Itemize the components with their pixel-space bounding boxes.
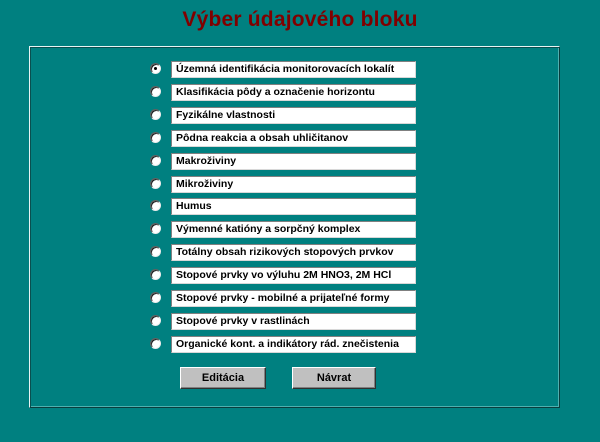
option-row <box>0 61 600 78</box>
option-label-field: Stopové prvky - mobilné a prijateľné formy <box>171 290 416 307</box>
option-row <box>0 244 600 261</box>
option-label-field: Totálny obsah rizikových stopových prvkov <box>171 244 416 261</box>
option-label-field: Územná identifikácia monitorovacích lokalít <box>171 61 416 78</box>
option-radio[interactable] <box>150 86 161 97</box>
option-radio[interactable] <box>150 223 161 234</box>
option-label-field: Makroživiny <box>171 153 416 170</box>
option-radio[interactable] <box>150 63 161 74</box>
option-row <box>0 153 600 170</box>
option-label-field: Fyzikálne vlastnosti <box>171 107 416 124</box>
option-radio[interactable] <box>150 315 161 326</box>
option-label-field: Organické kont. a indikátory rád. znečistenia <box>171 336 416 353</box>
option-radio[interactable] <box>150 246 161 257</box>
option-row <box>0 313 600 330</box>
option-radio[interactable] <box>150 178 161 189</box>
option-row <box>0 221 600 238</box>
option-row <box>0 176 600 193</box>
option-radio[interactable] <box>150 132 161 143</box>
option-row <box>0 107 600 124</box>
option-row <box>0 130 600 147</box>
option-label-field: Klasifikácia pôdy a označenie horizontu <box>171 84 416 101</box>
option-radio[interactable] <box>150 200 161 211</box>
option-label-field: Humus <box>171 198 416 215</box>
option-radio[interactable] <box>150 269 161 280</box>
option-radio[interactable] <box>150 292 161 303</box>
option-label-field: Stopové prvky v rastlinách <box>171 313 416 330</box>
page-title: Výber údajového bloku <box>182 8 418 31</box>
option-label-field: Mikroživiny <box>171 176 416 193</box>
option-radio[interactable] <box>150 338 161 349</box>
back-button[interactable]: Návrat <box>292 367 376 389</box>
option-radio[interactable] <box>150 109 161 120</box>
option-radio[interactable] <box>150 155 161 166</box>
option-label-field: Stopové prvky vo výluhu 2M HNO3, 2M HCl <box>171 267 416 284</box>
option-row <box>0 336 600 353</box>
option-row <box>0 290 600 307</box>
option-row <box>0 198 600 215</box>
option-label-field: Výmenné katióny a sorpčný komplex <box>171 221 416 238</box>
option-row <box>0 84 600 101</box>
option-row <box>0 267 600 284</box>
option-label-field: Pôdna reakcia a obsah uhličitanov <box>171 130 416 147</box>
edit-button[interactable]: Editácia <box>180 367 266 389</box>
